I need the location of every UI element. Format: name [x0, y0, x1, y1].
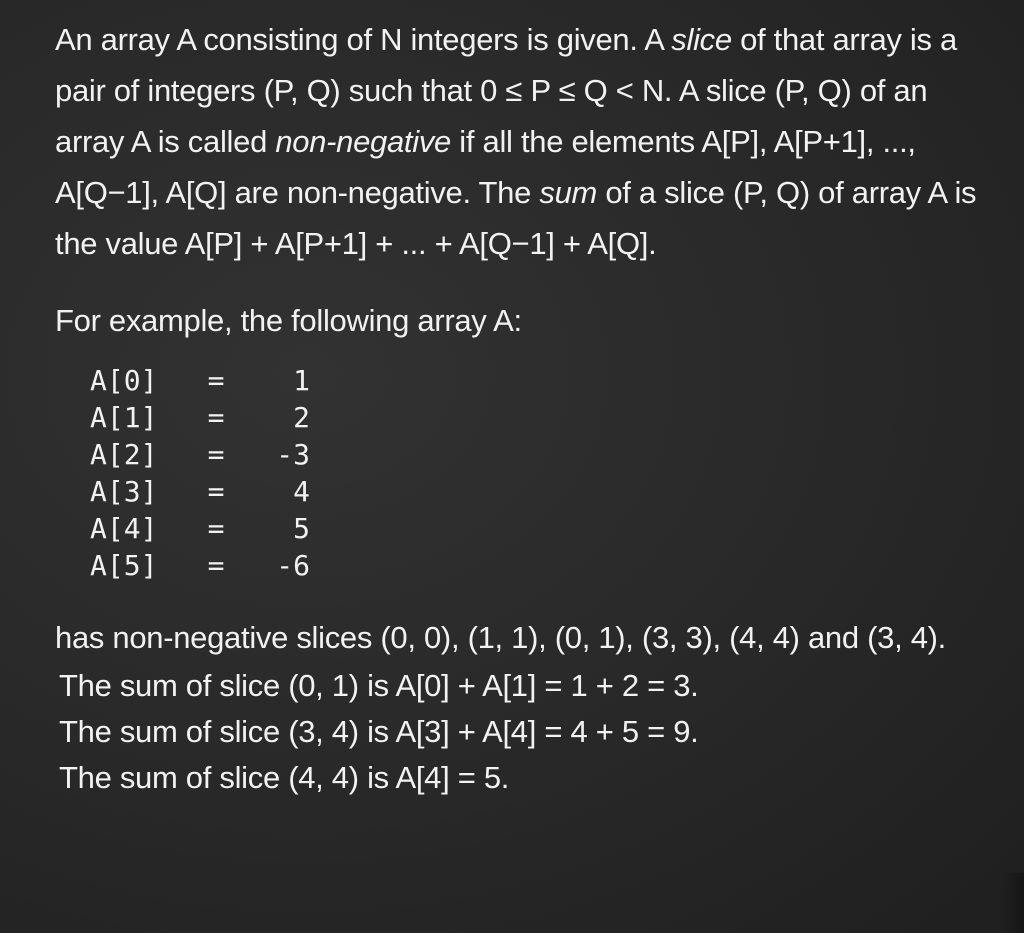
intro-text-2: of that array is a pair of integers (P, Q) such that 0 ≤ P ≤ Q < N. A slice (P, Q) of an array A is called	[55, 22, 957, 159]
sum-line: The sum of slice (0, 1) is A[0] + A[1] = 1 + 2 = 3.	[59, 668, 699, 703]
array-line	[90, 436, 984, 473]
equals-sign: =	[207, 438, 225, 471]
term-sum: sum	[539, 175, 598, 210]
intro-text-1: An array A consisting of N integers is given. A	[55, 22, 672, 57]
array-element: A[2]	[90, 438, 158, 471]
array-element: A[3]	[90, 475, 158, 508]
array-element: A[5]	[90, 549, 158, 582]
array-value: 2	[293, 401, 310, 434]
equals-sign: =	[207, 401, 225, 434]
array-line	[90, 510, 984, 547]
array-element: A[0]	[90, 364, 158, 397]
screen-edge-shadow	[1002, 873, 1024, 933]
equals-sign: =	[207, 512, 225, 545]
array-element: A[4]	[90, 512, 158, 545]
equals-sign: =	[207, 549, 225, 582]
array-element: A[1]	[90, 401, 158, 434]
intro-paragraph	[55, 14, 995, 269]
example-intro: For example, the following array A:	[55, 303, 522, 338]
array-value: -6	[276, 549, 310, 582]
array-line	[90, 473, 984, 510]
intro-text-4: of a slice (P, Q) of array A is the value A[P] + A[P+1] + ... + A[Q−1] + A[Q].	[55, 175, 977, 261]
sum-line: The sum of slice (3, 4) is A[3] + A[4] = 4 + 5 = 9.	[59, 714, 699, 749]
array-line	[90, 547, 984, 584]
equals-sign: =	[207, 475, 225, 508]
array-listing	[90, 362, 984, 584]
sum-line: The sum of slice (4, 4) is A[4] = 5.	[59, 760, 510, 795]
intro-text-3: if all the elements A[P], A[P+1], ..., A[Q−1], A[Q] are non-negative. The	[55, 124, 916, 210]
array-value: 1	[293, 364, 310, 397]
array-value: -3	[276, 438, 310, 471]
array-line	[90, 399, 984, 436]
array-value: 5	[293, 512, 310, 545]
non-negative-slices-text: has non-negative slices (0, 0), (1, 1), (0, 1), (3, 3), (4, 4) and (3, 4).	[55, 620, 946, 655]
array-line	[90, 362, 984, 399]
array-value: 4	[293, 475, 310, 508]
equals-sign: =	[207, 364, 225, 397]
term-slice: slice	[671, 22, 732, 57]
term-non-negative: non-negative	[275, 124, 451, 159]
